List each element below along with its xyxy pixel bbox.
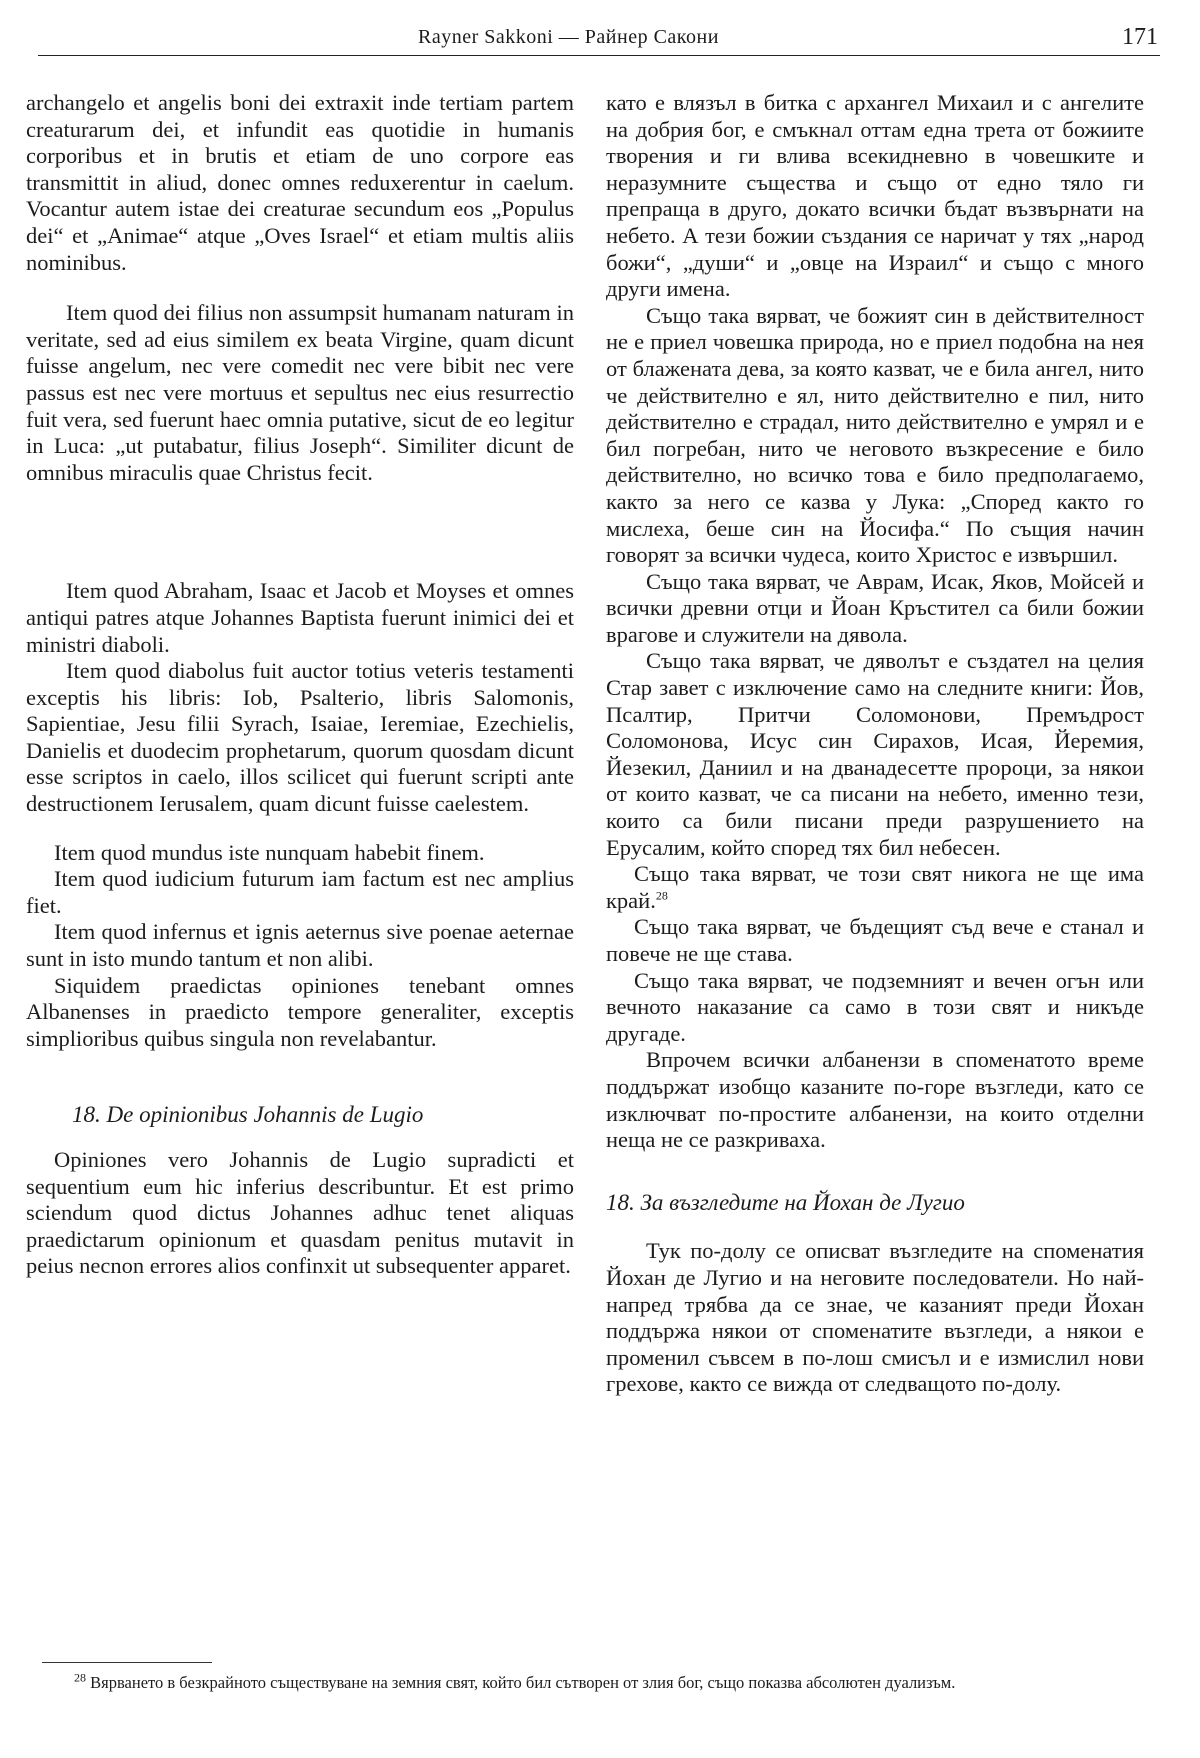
bulgarian-paragraph-2: Също така вярват, че божият син в действителност не е приел човешка природа, но е приел подобна на нея от блажената дева, за която казват, че е била ангел, нито че действително е ял, нито действително е пил, нито действително е страдал, нито действително е умрял и е бил погребан, нито че неговото възкресение е било действително, но всичко това е било предполагаемо, както за него се казва у Лука: „Според както го мислеха, беше син на Йосифа.“ По същия начин говорят за всички чудеса, които Христос е извършил. bbox=[606, 302, 1144, 568]
footnote-mark: 28 bbox=[74, 1670, 86, 1685]
footnote-body: Вярването в безкрайното съществуване на земния свят, който бил сътворен от злия бог, също показва абсолютен дуализъм. bbox=[90, 1673, 956, 1692]
bulgarian-paragraph-5-text: Също така вярват, че този свят никога не ще има край. bbox=[606, 861, 1144, 913]
bulgarian-paragraph-9: Тук по-долу се описват възгледите на споменатия Йохан де Лугио и на неговите последователи. Но най-напред трябва да се знае, че казаният преди Йохан поддържа някои от споменатите възгледи, а някои е променил съвсем в по-лош смисъл и е измислил нови грехове, както се вижда от следващото по-долу. bbox=[606, 1238, 1144, 1397]
footnote-reference: 28 bbox=[655, 888, 668, 903]
page-header bbox=[38, 22, 1160, 62]
bulgarian-paragraph-5 bbox=[606, 861, 1144, 914]
bulgarian-paragraph-6: Също така вярват, че бъдещият съд вече е станал и повече не ще става. bbox=[606, 914, 1144, 966]
latin-paragraph-8: Siquidem praedictas opiniones tenebant omnes Albanenses in praedicto tempore generaliter, exceptis simplioribus quibus singula non revelabantur. bbox=[26, 972, 574, 1051]
footnote-text bbox=[30, 1672, 1130, 1694]
latin-paragraph-2: Item quod dei filius non assumpsit humanam naturam in veritate, sed ad eius similem ex beata Virgine, quam dicunt fuisse angelum, nec vere comedit nec vere bibit nec vere passus est nec vere mortuus et sepultus nec eius resurrectio fuit vera, sed fuerunt haec omnia putative, sicut de eo legitur in Luca: „ut putabatur, filius Joseph“. Similiter dicunt de omnibus miraculis quae Christus fecit. bbox=[26, 300, 574, 485]
latin-paragraph-6: Item quod iudicium futurum iam factum est nec amplius fiet. bbox=[26, 866, 574, 918]
footnote bbox=[30, 1672, 1130, 1694]
footnote-rule bbox=[42, 1662, 212, 1663]
latin-paragraph-3: Item quod Abraham, Isaac et Jacob et Moyses et omnes antiqui patres atque Johannes Baptista fuerunt inimici dei et ministri diaboli. bbox=[26, 578, 574, 657]
latin-paragraph-4: Item quod diabolus fuit auctor totius veteris testamenti exceptis his libris: Iob, Psalterio, libris Salomonis, Sapientiae, Jesu filii Syrach, Isaiae, Ieremiae, Ezechielis, Danielis et duodecim prophetarum, quorum quosdam dicunt esse scriptos in caelo, illos scilicet qui fuerunt scripti ante destructionem Ierusalem, quam dicunt fuisse caelestem. bbox=[26, 658, 574, 817]
running-title: Rayner Sakkoni — Райнер Сакони bbox=[418, 26, 719, 48]
latin-column bbox=[26, 90, 574, 1280]
latin-paragraph-1: archangelo et angelis boni dei extraxit inde tertiam partem creaturarum dei, et infundit eas quotidie in humanis corporibus et in brutis et etiam de uno corpore eas transmittit in aliud, donec omnes reduxerentur in caelum. Vocantur autem istae dei creaturae secundum eos „Populus dei“ et „Animae“ atque „Oves Israel“ et etiam multis aliis nominibus. bbox=[26, 90, 574, 275]
latin-paragraph-9: Opiniones vero Johannis de Lugio supradicti et sequentium eum hic inferius describuntur. Et est primo sciendum quod dictus Johannes adhuc tenet aliquas praedictarum opinionum et quasdam penitus mutavit in peius necnon errores alios confinxit ut subsequenter apparet. bbox=[26, 1147, 574, 1279]
bulgarian-paragraph-8: Впрочем всички албанензи в споменатото време поддържат изобщо казаните по-горе възгледи, като се изключват по-простите албанензи, на които отделни неща не се разкриваха. bbox=[606, 1047, 1144, 1153]
latin-section-heading: 18. De opinionibus Johannis de Lugio bbox=[72, 1102, 424, 1128]
bulgarian-paragraph-3: Също така вярват, че Аврам, Исак, Яков, Мойсей и всички древни отци и Йоан Кръстител са били божии врагове и служители на дявола. bbox=[606, 568, 1144, 647]
bulgarian-paragraph-1: като е влязъл в битка с архангел Михаил и с ангелите на добрия бог, е смъкнал оттам една трета от божиите творения и ги влива всекидневно в човешките и неразумните същества и също от едно тяло ги препраща в друго, докато всички бъдат възвърнати на небето. А тези божии създания се наричат у тях „народ божи“, „души“ и „овце на Израил“ и също с много други имена. bbox=[606, 90, 1144, 302]
latin-paragraph-5: Item quod mundus iste nunquam habebit finem. bbox=[54, 839, 485, 865]
bulgarian-column bbox=[606, 90, 1144, 1398]
bulgarian-paragraph-4: Също така вярват, че дяволът е създател на целия Стар завет с изключение само на следните книги: Йов, Псалтир, Притчи Соломонови, Премъдрост Соломонова, Исус син Сирахов, Исая, Йеремия, Йезекил, Даниил и на дванадесетте пророци, за някои от които казват, че са писани на небето, именно тези, които са били писани преди разрушението на Ерусалим, който според тях бил небесен. bbox=[606, 648, 1144, 860]
page-number: 171 bbox=[1122, 24, 1158, 50]
header-rule bbox=[38, 55, 1160, 56]
bulgarian-section-heading: 18. За възгледите на Йохан де Лугио bbox=[606, 1189, 965, 1215]
bulgarian-paragraph-7: Също така вярват, че подземният и вечен огън или вечното наказание са само в този свят и никъде другаде. bbox=[606, 967, 1144, 1046]
latin-paragraph-7: Item quod infernus et ignis aeternus sive poenae aeternae sunt in isto mundo tantum et non alibi. bbox=[26, 919, 574, 972]
